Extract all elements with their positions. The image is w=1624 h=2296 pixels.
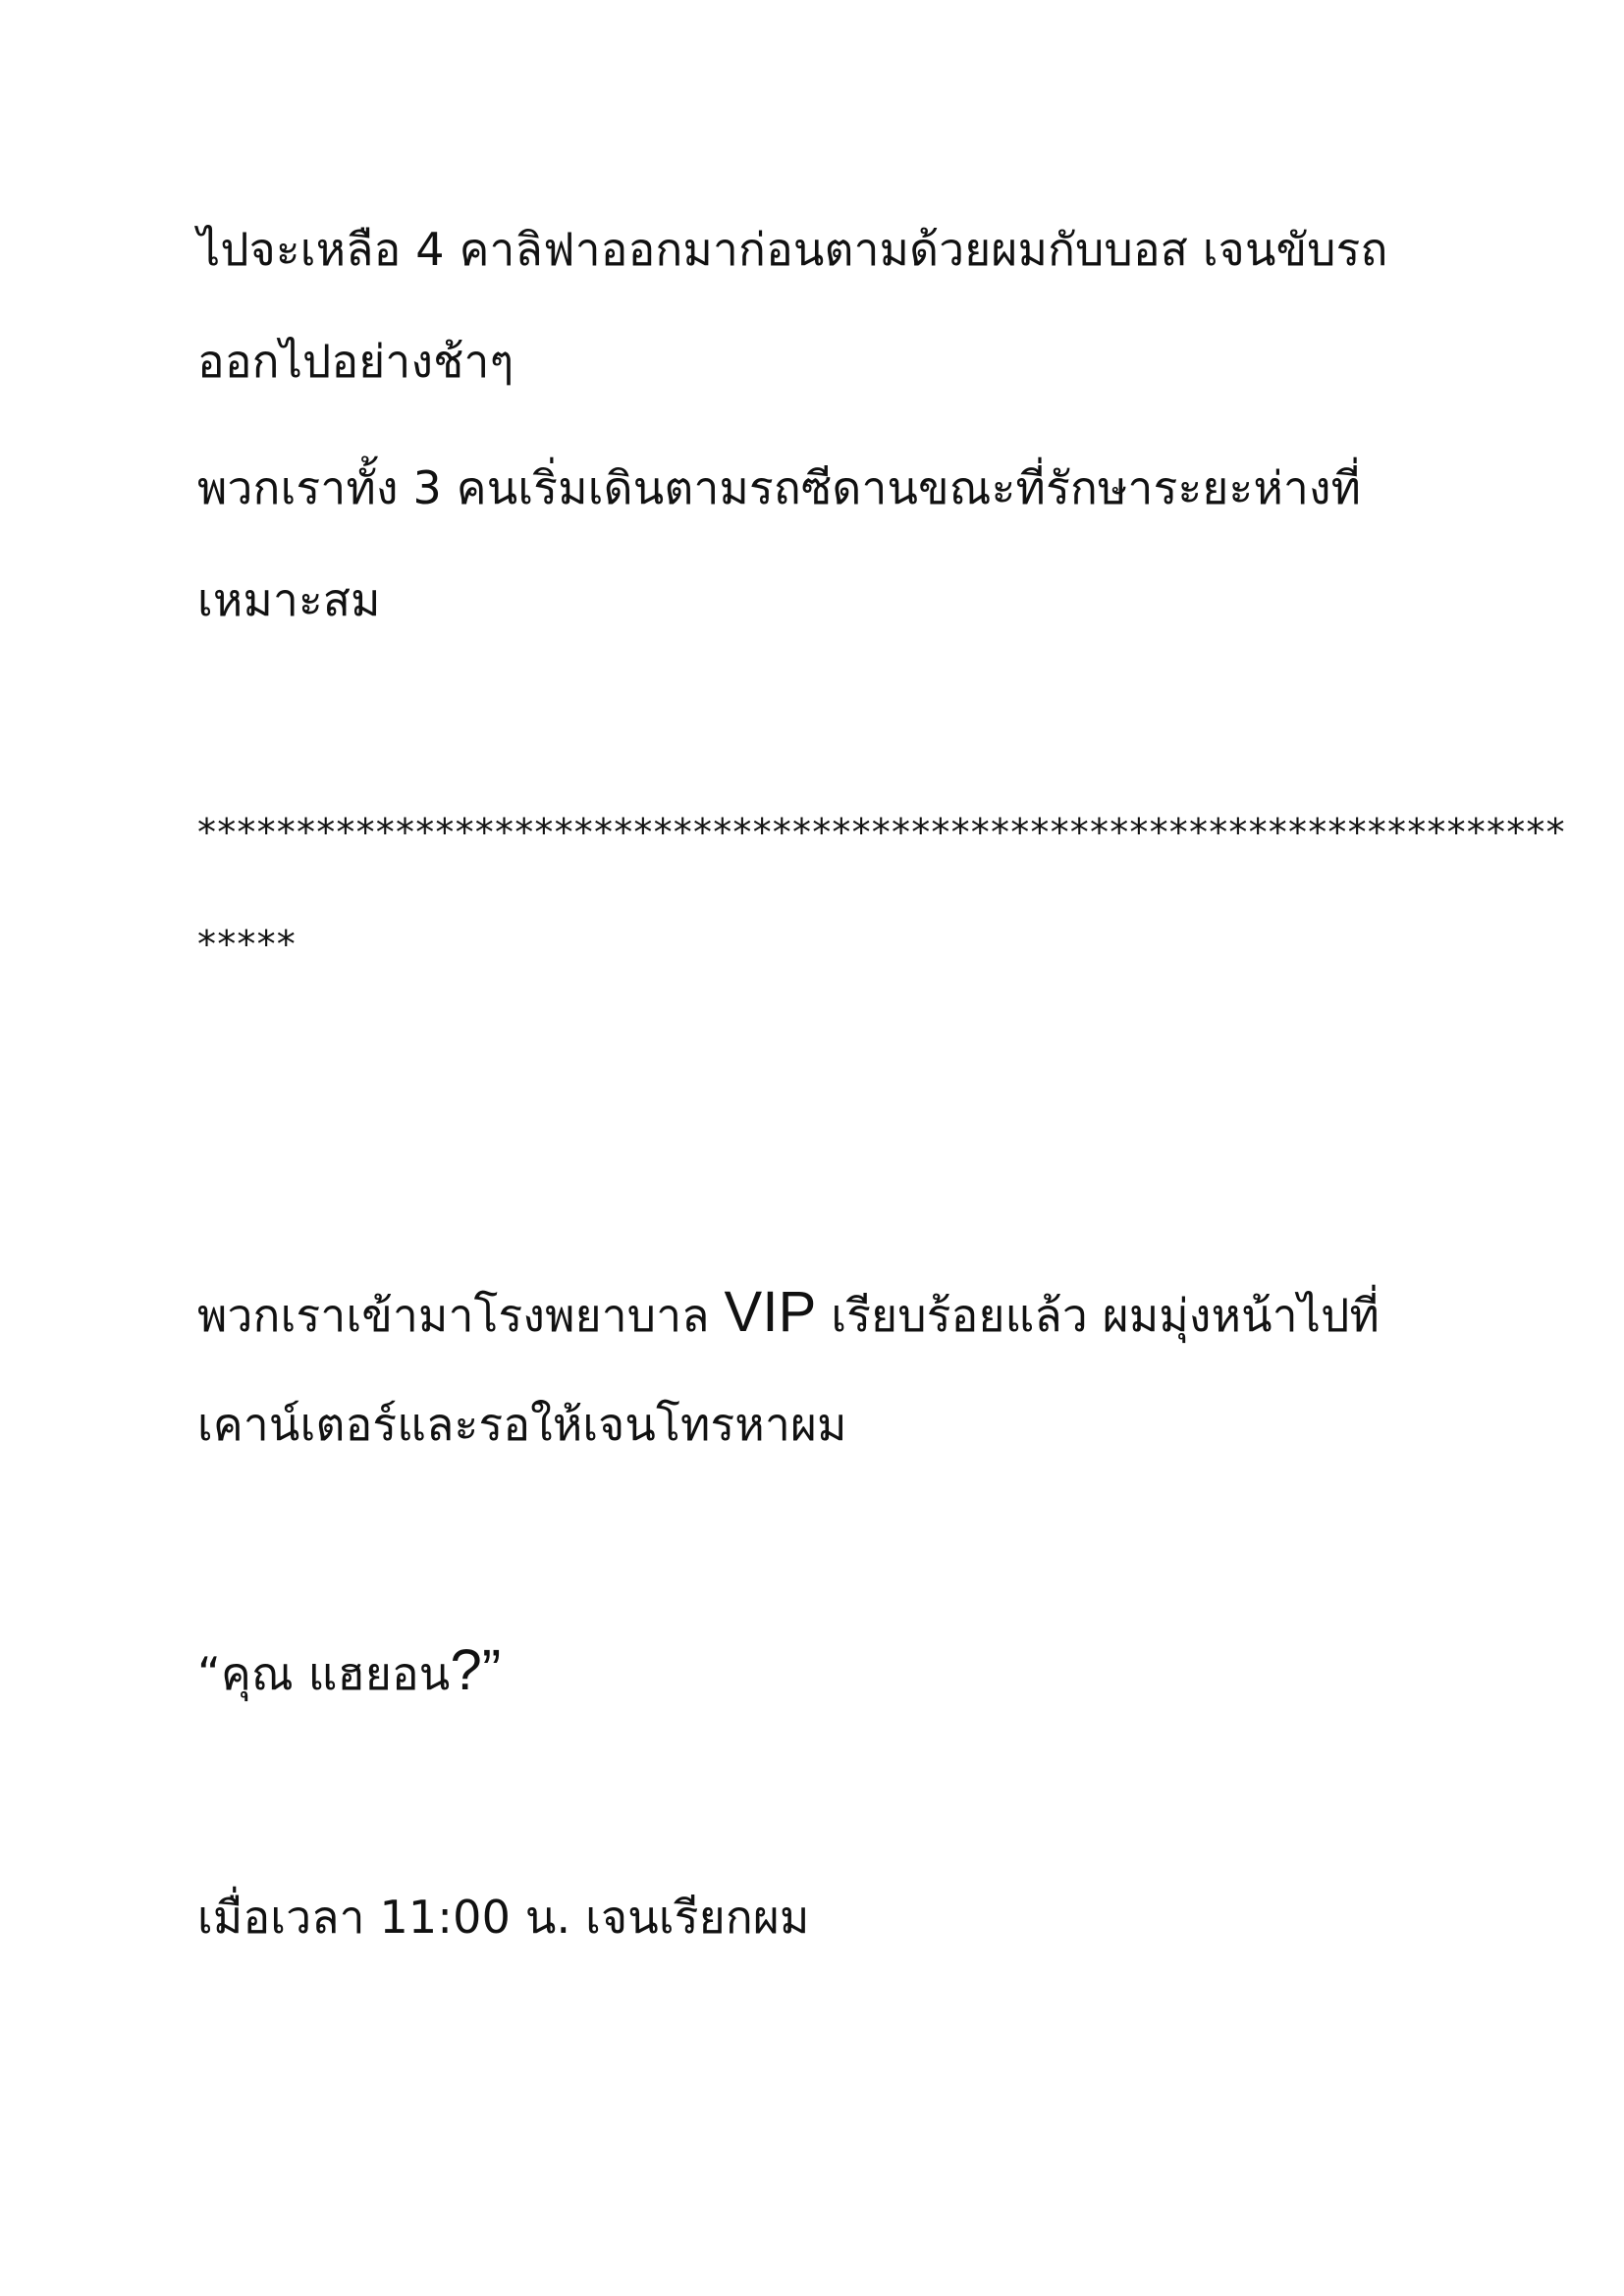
dialogue-line [197,1638,502,1703]
paragraph-3-text-after: เรียบร้อยแล้ว ผมมุ่งหน้าไปที่ [816,1289,1380,1342]
vip-label: VIP [724,1280,817,1344]
separator-line-1: ********************************************************************* [197,811,1566,854]
paragraph-3-text-before: พวกเราเข้ามาโรงพยาบาล [197,1289,725,1342]
paragraph-3-line-1 [197,1280,1380,1345]
paragraph-3-line-2: เคาน์เตอร์และรอให้เจนโทรหาผม [197,1398,847,1451]
paragraph-2-line-2: เหมาะสม [197,573,381,626]
paragraph-4-line-1: เมื่อเวลา 11:00 น. เจนเรียกผม [197,1891,810,1944]
paragraph-1-line-1: ไปจะเหลือ 4 คาลิฟาออกมาก่อนตามด้วยผมกับบอส เจนขับรถ [197,223,1388,276]
dialogue-question-close: ?” [450,1638,502,1702]
separator-line-2: ***** [197,923,297,966]
dialogue-text: คุณ แฮยอน [221,1647,451,1700]
dialogue-open-quote: “ [197,1647,222,1700]
paragraph-2-line-1: พวกเราทั้ง 3 คนเริ่มเดินตามรถซีดานขณะที่รักษาระยะห่างที่ [197,461,1362,514]
paragraph-1-line-2: ออกไปอย่างช้าๆ [197,335,514,388]
